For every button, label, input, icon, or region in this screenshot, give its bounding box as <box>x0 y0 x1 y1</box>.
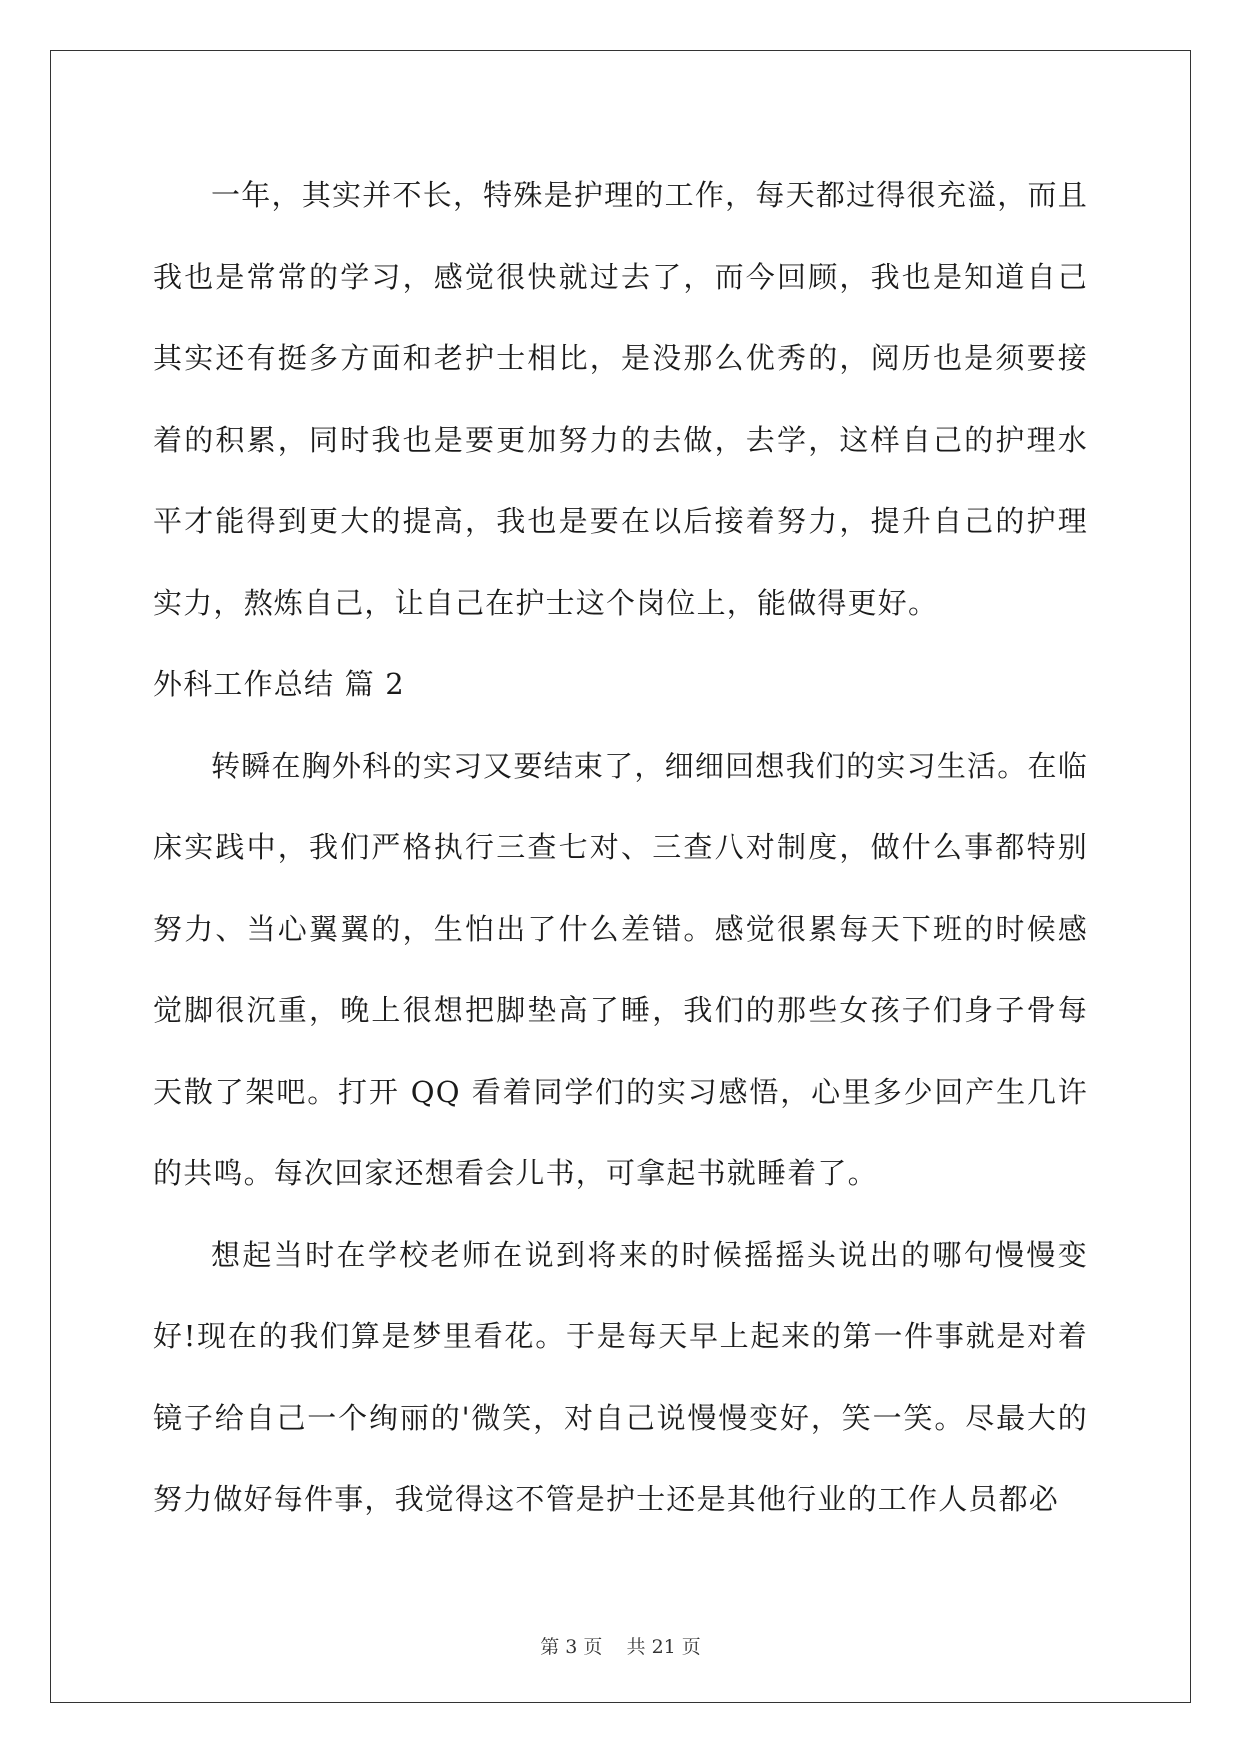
total-page-count: 共 21 页 <box>626 1636 701 1658</box>
page-footer <box>0 1632 1241 1659</box>
paragraph: 转瞬在胸外科的实习又要结束了，细细回想我们的实习生活。在临床实践中，我们严格执行三查七对、三查八对制度，做什么事都特别努力、当心翼翼的，生怕出了什么差错。感觉很累每天下班的时候感觉脚很沉重，晚上很想把脚垫高了睡，我们的那些女孩子们身子骨每天散了架吧。打开 QQ 看着同学们的实习感悟，心里多少回产生几许的共鸣。每次回家还想看会儿书，可拿起书就睡着了。 <box>153 748 1088 1190</box>
current-page-number: 第 3 页 <box>540 1636 603 1658</box>
paragraph: 想起当时在学校老师在说到将来的时候摇摇头说出的哪句慢慢变好!现在的我们算是梦里看花。于是每天早上起来的第一件事就是对着镜子给自己一个绚丽的'微笑，对自己说慢慢变好，笑一笑。尽最大的努力做好每件事，我觉得这不管是护士还是其他行业的工作人员都必 <box>153 1237 1088 1516</box>
paragraph: 一年，其实并不长，特殊是护理的工作，每天都过得很充溢，而且我也是常常的学习，感觉很快就过去了，而今回顾，我也是知道自己其实还有挺多方面和老护士相比，是没那么优秀的，阅历也是须要接着的积累，同时我也是要更加努力的去做，去学，这样自己的护理水平才能得到更大的提高，我也是要在以后接着努力，提升自己的护理实力，熬炼自己，让自己在护士这个岗位上，能做得更好。 <box>153 178 1088 620</box>
document-body <box>153 155 1088 1541</box>
section-heading: 外科工作总结 篇 2 <box>153 667 405 701</box>
